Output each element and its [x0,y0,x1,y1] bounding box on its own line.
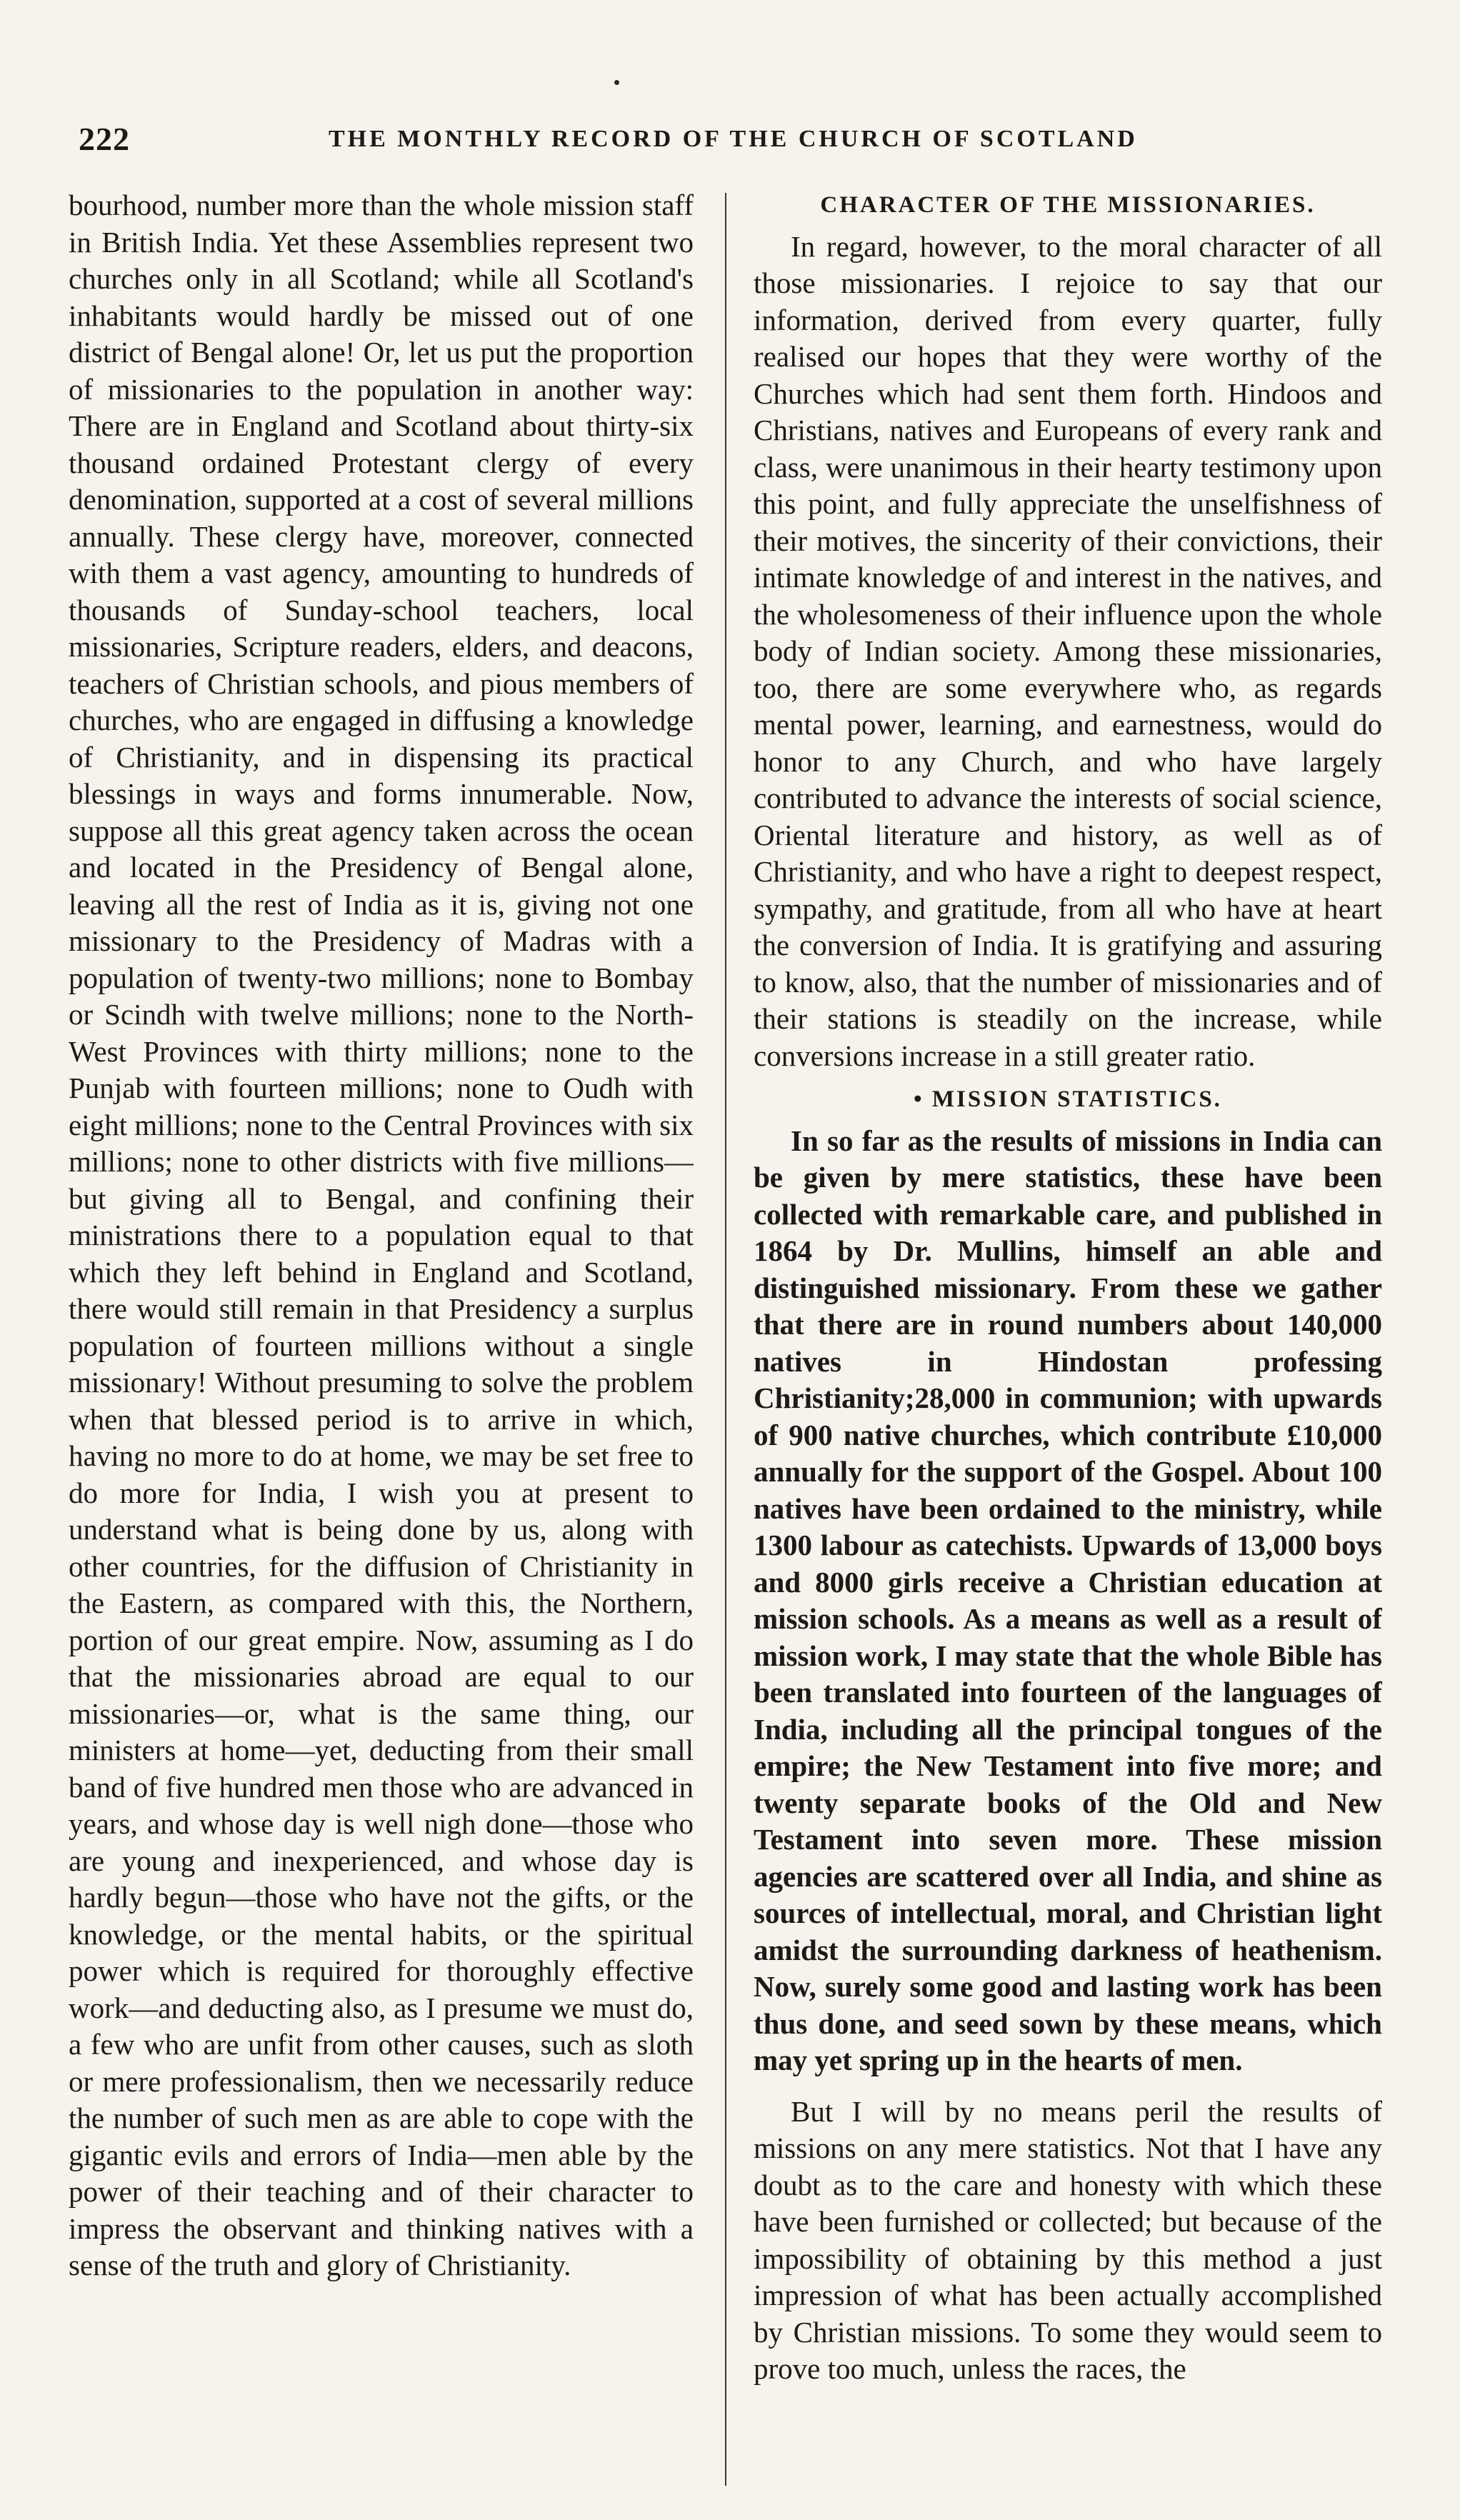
body-paragraph: But I will by no means peril the results of missions on any mere statistics. Not that I have any doubt as to the care and honesty with which these have been furnished or collected; but because of the impossibility of obtaining by this method a just impression of what has been actually accomplished by Christian missions. To some they would seem to prove too much, unless the races, the [754,2094,1382,2385]
page-number: 222 [79,121,130,157]
body-paragraph: In regard, however, to the moral character of all those missionaries. I rejoice to say that our information, derived from every quarter, fully realised our hopes that they were worthy of the Churches which had sent them forth. Hindoos and Christians, natives and Europeans of every rank and class, were unanimous in their hearty testimony upon this point, and fully appreciate the unselfishness of their motives, the sincerity of their convictions, their intimate knowledge of and interest in the natives, and the wholesomeness of their influence upon the whole body of Indian society. Among these missionaries, too, there are some everywhere who, as regards mental power, learning, and earnestness, would do honor to any Church, and who have largely contributed to advance the interests of social science, Oriental literature and history, as well as of Christianity, and who have a right to deepest respect, sympathy, and gratitude, from all who have at heart the conversion of India. It is gratifying and assuring to know, also, that the number of missionaries and of their stations is steadily on the increase, while conversions increase in a still greater ratio. [754,229,1382,1072]
section-heading-statistics: • MISSION STATISTICS. [914,1086,1222,1112]
body-paragraph: bourhood, number more than the whole mission staff in British India. Yet these Assemblies represent two churches only in all Scotland; while all Scotland's inhabitants would hardly be missed out of one district of Bengal alone! Or, let us put the proportion of missionaries to the population in another way: There are in England and Scotland about thirty-six thousand ordained Protestant clergy of every denomination, supported at a cost of several millions annually. These clergy have, moreover, connected with them a vast agency, amounting to hundreds of thousands of Sunday-school teachers, local missionaries, Scripture readers, elders, and deacons, teachers of Christian schools, and pious members of churches, who are engaged in diffusing a knowledge of Christianity, and in dispensing its practical blessings in ways and forms innumerable. Now, suppose all this great agency taken across the ocean and located in the Presidency of Bengal alone, leaving all the rest of India as it is, giving not one missionary to the Presidency of Madras with a population of twenty-two millions; none to Bombay or Scindh with twelve millions; none to the North-West Provinces with thirty millions; none to the Punjab with fourteen millions; none to Oudh with eight millions; none to the Central Provinces with six millions; none to other districts with five millions—but giving all to Bengal, and confining their ministrations there to a population equal to that which they left behind in England and Scotland, there would still remain in that Presidency a surplus population of fourteen millions without a single missionary! Without presuming to solve the problem when that blessed period is to arrive in which, having no more to do at home, we may be set free to do more for India, I wish you at present to understand what is being done by us, along with other countries, for the diffusion of Christianity in the Eastern, as compared with this, the Northern, portion of our great empire. Now, assuming as I do that the missionaries abroad are equal to our missionaries—or, what is the same thing, our ministers at home—yet, deducting from their small band of five hundred men those who are advanced in years, and whose day is well nigh done—those who are young and inexperienced, and whose day is hardly begun—those who have not the gifts, or the knowledge, or the mental habits, or the spiritual power which is required for thoroughly effective work—and deducting also, as I presume we must do, a few who are unfit from other causes, such as sloth or mere professionalism, then we necessarily reduce the number of such men as are able to cope with the gigantic evils and errors of India—men able by the power of their teaching and of their character to impress the observant and thinking natives with a sense of the truth and glory of Christianity. [69,189,694,2281]
column-divider [725,193,726,2486]
paragraph-gap [754,2079,1382,2094]
print-speck [614,80,619,85]
running-title: THE MONTHLY RECORD OF THE CHURCH OF SCOTLAND [329,126,1138,152]
left-column [69,187,694,2494]
body-paragraph: In so far as the results of missions in India can be given by mere statistics, these have been collected with remarkable care, and published in 1864 by Dr. Mullins, himself an able and distinguished missionary. From these we gather that there are in round numbers about 140,000 natives in Hindostan professing Christianity;28,000 in communion; with upwards of 900 native churches, which contribute £10,000 annually for the support of the Gospel. About 100 natives have been ordained to the ministry, while 1300 labour as catechists. Upwards of 13,000 boys and 8000 girls receive a Christian education at mission schools. As a means as well as a result of mission work, I may state that the whole Bible has been translated into fourteen of the languages of India, including all the principal tongues of the empire; the New Testament into five more; and twenty separate books of the Old and New Testament into seven more. These mission agencies are scattered over all India, and shine as sources of intellectual, moral, and Christian light amidst the surrounding darkness of heathenism. Now, surely some good and lasting work has been thus done, and seed sown by these means, which may yet spring up in the hearts of men. [754,1124,1382,2076]
section-heading-character: CHARACTER OF THE MISSIONARIES. [820,192,1316,218]
right-column [754,187,1382,2494]
page-header [79,120,1386,163]
